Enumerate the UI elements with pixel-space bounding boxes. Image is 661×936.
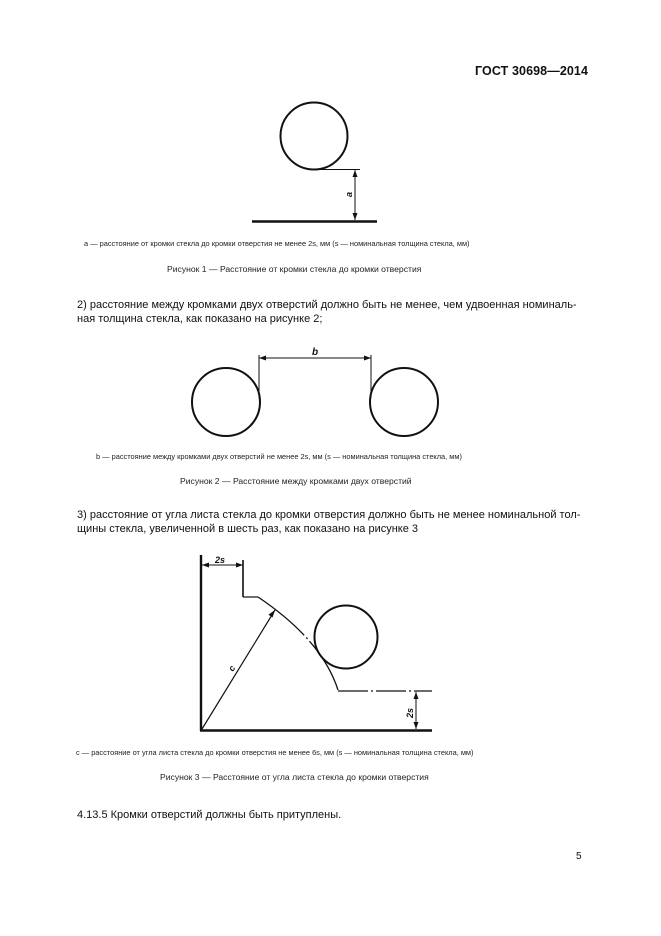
figure-1-caption: Рисунок 1 — Расстояние от кромки стекла до кромки отверстия	[167, 264, 422, 274]
figure-3-legend: c — расстояние от угла листа стекла до кромки отверстия не менее 6s, мм (s — номинальная толщина стекла, мм)	[76, 748, 474, 757]
figure-3-right-dim-label: 2s	[405, 707, 415, 718]
figure-2-legend: b — расстояние между кромками двух отверстий не менее 2s, мм (s — номинальная толщина стекла, мм)	[96, 452, 462, 461]
figure-3-hole	[315, 606, 378, 669]
figure-3-radius-label: c	[226, 663, 238, 674]
figure-2-caption: Рисунок 2 — Расстояние между кромками двух отверстий	[180, 476, 412, 486]
paragraph-3-line-1: 3) расстояние от угла листа стекла до кромки отверстия должно быть не менее номинальной тол-	[77, 509, 581, 521]
figure-1-legend: a — расстояние от кромки стекла до кромки отверстия не менее 2s, мм (s — номинальная толщина стекла, мм)	[84, 239, 470, 248]
figure-3-radius-arc	[258, 597, 338, 690]
page-number: 5	[576, 851, 582, 862]
paragraph-3-line-2: щины стекла, увеличенной в шесть раз, как показано на рисунке 3	[77, 523, 419, 535]
figure-3-top-dim-label: 2s	[215, 555, 226, 565]
figure-3-radius-line	[202, 610, 275, 729]
paragraph-2-line-1: 2) расстояние между кромками двух отверстий должно быть не менее, чем удвоенная номиналь-	[77, 299, 577, 311]
figure-2-dim-label: b	[312, 347, 319, 358]
figure-3-top-arrow-right	[236, 563, 243, 568]
figure-3-right-arrow-bottom	[414, 722, 419, 729]
figure-3-radius-arrow	[268, 610, 275, 617]
paragraph-2-line-2: ная толщина стекла, как показано на рисунке 2;	[77, 313, 323, 325]
figure-3-top-arrow-left	[202, 563, 209, 568]
figure-3-right-arrow-top	[414, 692, 419, 699]
figure-1-dim-label: a	[344, 191, 354, 197]
standard-designation: ГОСТ 30698—2014	[475, 64, 589, 78]
section-4-13-5: 4.13.5 Кромки отверстий должны быть притуплены.	[77, 809, 342, 821]
figure-3-caption: Рисунок 3 — Расстояние от угла листа стекла до кромки отверстия	[160, 772, 429, 782]
